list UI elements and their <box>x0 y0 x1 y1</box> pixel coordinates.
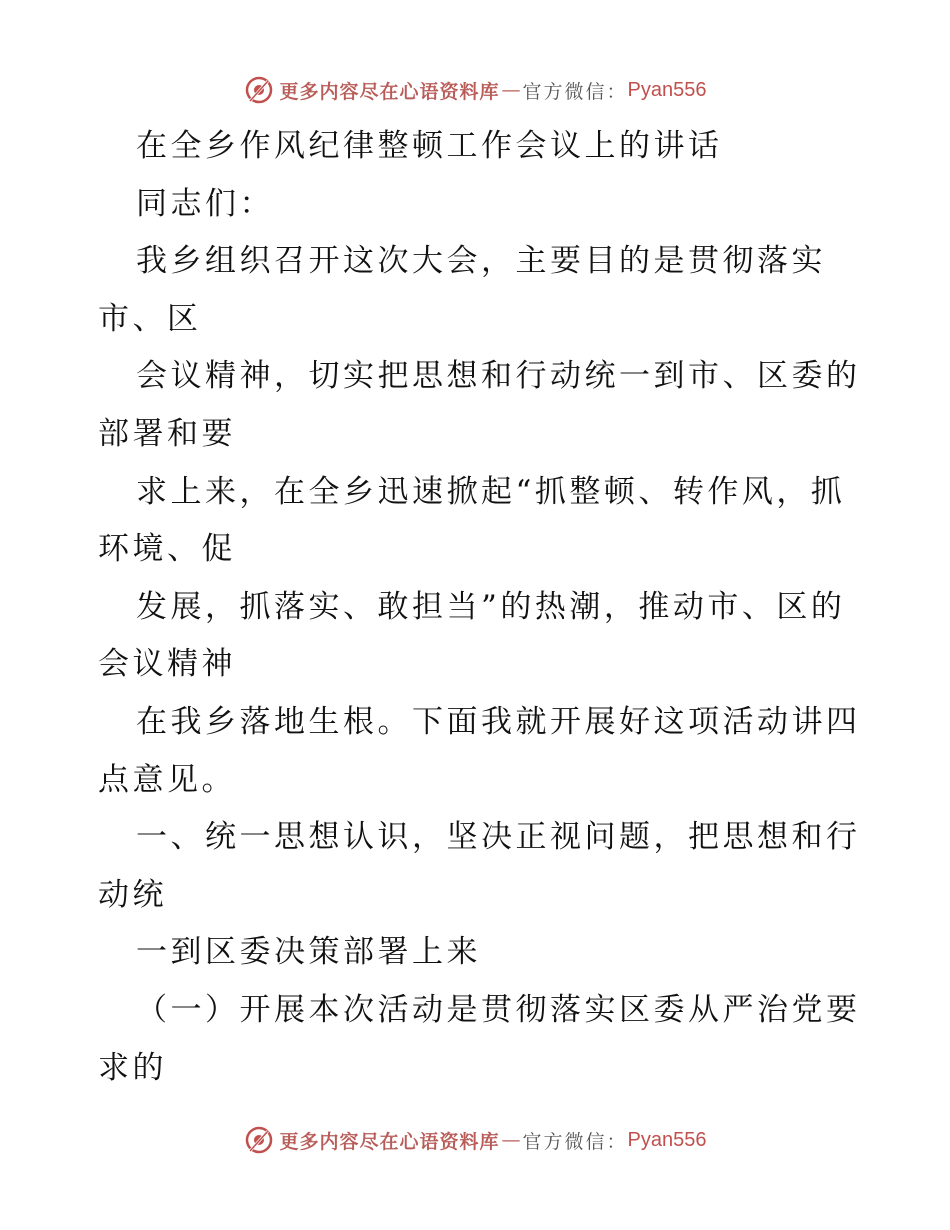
banner-wechat-id: Pyan556 <box>627 1128 707 1151</box>
text-line: 发展，抓落实、敢担当”的热潮，推动市、区的 <box>136 588 846 625</box>
banner-brand-text: 更多内容尽在心语资料库 <box>279 1130 500 1153</box>
salutation: 同志们： <box>136 185 274 222</box>
document-body <box>98 118 861 1097</box>
banner-official-label: 官方微信： <box>522 80 628 103</box>
banner-brand-text: 更多内容尽在心语资料库 <box>279 80 500 103</box>
text-line: 点意见。 <box>98 761 236 798</box>
footer-watermark-banner <box>0 1120 950 1160</box>
text-line: 环境、促 <box>98 531 236 568</box>
subsection-heading-line: 求的 <box>98 1049 167 1086</box>
banner-official-label: 官方微信： <box>522 1130 628 1153</box>
text-line: 求上来，在全乡迅速掀起“抓整顿、转作风，抓 <box>136 473 846 510</box>
banner-separator: — <box>501 1129 521 1151</box>
subsection-heading-line: （一）开展本次活动是贯彻落实区委从严治党要 <box>136 991 861 1028</box>
text-line: 会议精神 <box>98 646 236 683</box>
banner-separator: — <box>501 79 521 101</box>
section-heading-line: 一到区委决策部署上来 <box>136 934 481 971</box>
text-line: 我乡组织召开这次大会，主要目的是贯彻落实 <box>136 243 826 280</box>
banner-wechat-id: Pyan556 <box>627 78 707 101</box>
document-title: 在全乡作风纪律整顿工作会议上的讲话 <box>136 128 723 164</box>
text-line: 在我乡落地生根。下面我就开展好这项活动讲四 <box>136 703 861 740</box>
pen-logo-icon <box>244 1125 274 1155</box>
text-line: 部署和要 <box>98 415 236 452</box>
header-watermark-banner <box>0 70 950 110</box>
pen-logo-icon <box>244 75 274 105</box>
section-heading-line: 动统 <box>98 876 167 913</box>
text-line: 会议精神，切实把思想和行动统一到市、区委的 <box>136 358 861 395</box>
text-line: 市、区 <box>98 300 202 337</box>
section-heading-line: 一、统一思想认识，坚决正视问题，把思想和行 <box>136 819 861 856</box>
